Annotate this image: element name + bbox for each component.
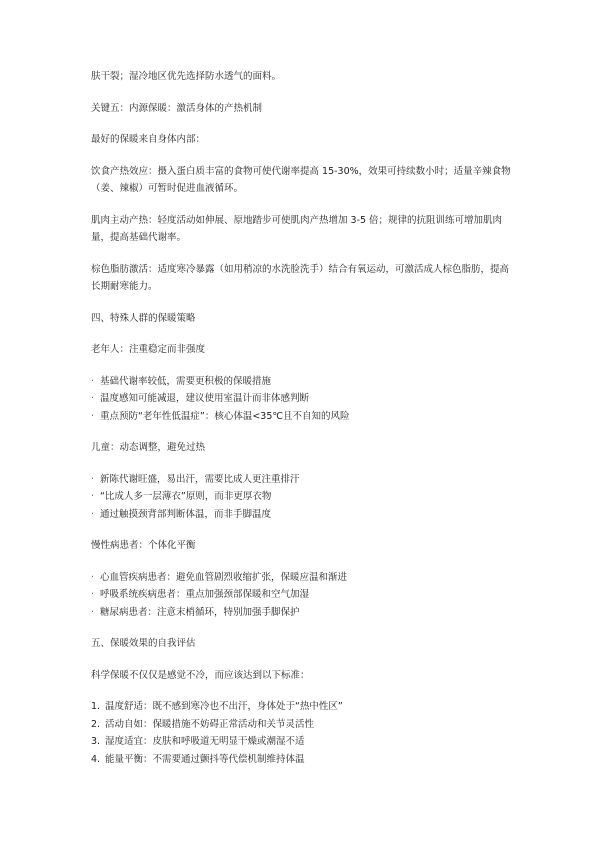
list-item [91, 569, 511, 587]
key5-intro: 最好的保暖来自身体内部： [91, 134, 206, 145]
section5-heading: 五、保暖效果的自我评估 [91, 638, 196, 649]
document-page [91, 68, 511, 782]
list-item-text: 温度舒适：既不感到寒冷也不出汗，身体处于“热中性区” [105, 701, 343, 712]
list-item [91, 471, 511, 489]
list-item-text: 温度感知可能减退，建议使用室温计而非体感判断 [100, 393, 310, 404]
bullet-icon: · [91, 410, 95, 422]
list-item-text: 通过触摸颈背部判断体温，而非手脚温度 [100, 508, 272, 520]
list-item [91, 698, 511, 716]
list-item-text: 重点预防“老年性低温症”：核心体温<35℃且不自知的风险 [100, 410, 350, 422]
bullet-icon: · [91, 473, 95, 485]
bullet-icon: · [91, 606, 95, 618]
list-item [91, 716, 511, 734]
list-item [91, 373, 511, 391]
list-item-text: 心血管疾病患者：避免血管剧烈收缩扩张，保暖应温和渐进 [100, 571, 348, 583]
list-number: 1. [91, 701, 101, 712]
key5-paragraph-muscle: 肌肉主动产热：轻度活动如伸展、原地踏步可使肌肉产热增加 3-5 倍；规律的抗阻训练可增加肌肉量，提高基础代谢率。 [91, 214, 503, 243]
list-item [91, 506, 511, 524]
list-item-text: 呼吸系统疾病患者：重点加强颈部保暖和空气加湿 [100, 589, 310, 600]
group-title-elderly: 老年人：注重稳定而非强度 [91, 344, 206, 355]
list-item [91, 733, 511, 751]
group-title-chronic: 慢性病患者：个体化平衡 [91, 540, 196, 551]
list-number: 2. [91, 718, 101, 730]
bullet-icon: · [91, 491, 95, 502]
list-number: 3. [91, 736, 101, 747]
key5-paragraph-brown-fat: 棕色脂肪激活：适度寒冷暴露（如用稍凉的水洗脸洗手）结合有氧运动，可激活成人棕色脂肪，提高长期耐寒能力。 [91, 263, 510, 292]
bullet-icon: · [91, 393, 95, 404]
list-number: 4. [91, 753, 101, 765]
bullet-list-elderly [91, 373, 511, 426]
bullet-icon: · [91, 508, 95, 520]
bullet-list-chronic [91, 569, 511, 622]
list-item [91, 586, 511, 604]
numbered-list-criteria [91, 698, 511, 768]
list-item-text: 新陈代谢旺盛，易出汗，需要比成人更注重排汗 [100, 473, 300, 485]
key5-heading: 关键五：内源保暖：激活身体的产热机制 [91, 102, 263, 114]
key5-paragraph-diet: 饮食产热效应：摄入蛋白质丰富的食物可使代谢率提高 15-30%，效果可持续数小时；适量辛辣食物（姜、辣椒）可暂时促进血液循环。 [91, 165, 511, 194]
list-item [91, 390, 511, 408]
bullet-icon: · [91, 375, 95, 387]
continuation-paragraph: 肤干裂；湿冷地区优先选择防水透气的面料。 [91, 71, 282, 82]
list-item-text: 糖尿病患者：注意末梢循环，特别加强手脚保护 [100, 606, 300, 618]
section5-intro: 科学保暖不仅仅是感觉不冷，而应该达到以下标准： [91, 669, 310, 681]
list-item-text: 能量平衡：不需要通过颤抖等代偿机制维持体温 [105, 753, 305, 765]
bullet-icon: · [91, 571, 95, 583]
list-item [91, 408, 511, 426]
list-item [91, 751, 511, 769]
list-item [91, 604, 511, 622]
bullet-list-children [91, 471, 511, 524]
list-item-text: 活动自如：保暖措施不妨碍正常活动和关节灵活性 [105, 718, 315, 730]
list-item [91, 488, 511, 506]
section4-heading: 四、特殊人群的保暖策略 [91, 312, 196, 324]
group-title-children: 儿童：动态调整，避免过热 [91, 442, 206, 453]
list-item-text: 湿度适宜：皮肤和呼吸道无明显干燥或潮湿不适 [105, 736, 305, 747]
bullet-icon: · [91, 589, 95, 600]
list-item-text: 基础代谢率较低，需要更积极的保暖措施 [100, 375, 272, 387]
list-item-text: “比成人多一层薄衣”原则，而非更厚衣物 [100, 491, 272, 502]
